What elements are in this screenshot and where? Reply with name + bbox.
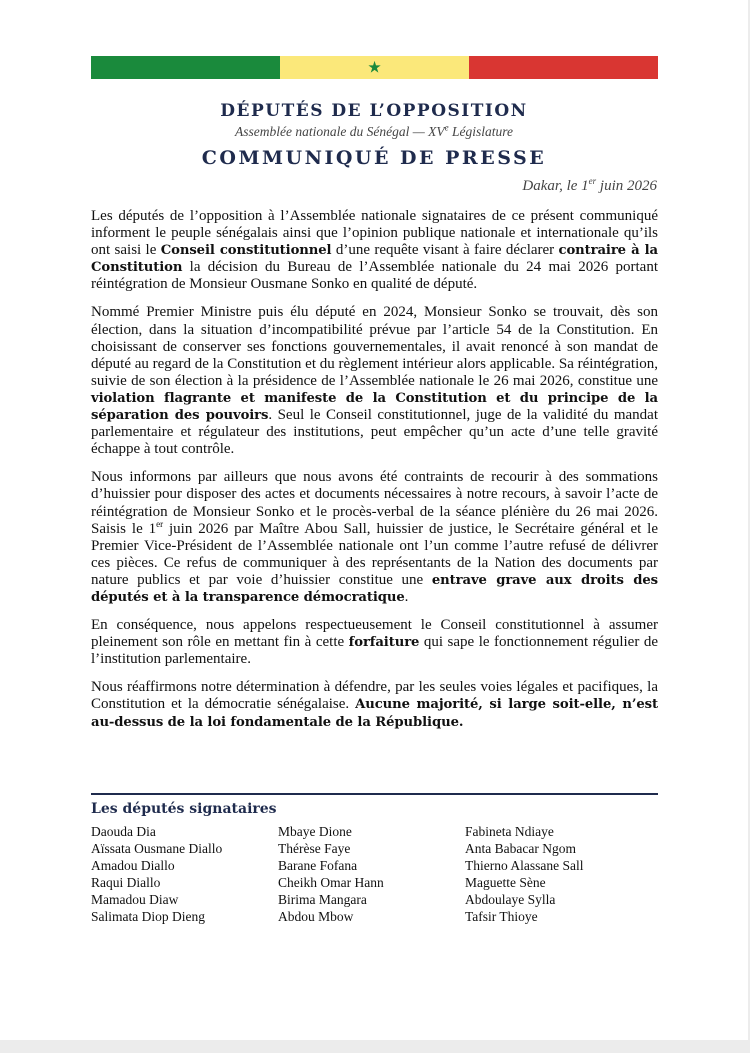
paragraph-text: En conséquence, nous appelons respectueusement le Conseil constitutionnel à assumer pleinement son rôle en mettant fin à cette [91, 617, 658, 651]
paragraph-2 [91, 304, 658, 458]
signatories-column-2 [278, 823, 384, 925]
signatory-name: Cheikh Omar Hann [278, 875, 384, 890]
paragraph-text: Nous réaffirmons notre détermination à défendre, par les seules voies légales et pacifiques, la Constitution et la démocratie sénégalaise. [91, 679, 658, 713]
emphasis-text: violation flagrante et manifeste de la Constitution et du principe de la séparation des pouvoirs [91, 390, 658, 424]
star-icon: ★ [367, 57, 382, 77]
document-title: COMMUNIQUÉ DE PRESSE [201, 147, 547, 169]
communique-body [91, 208, 658, 742]
paragraph-text: la décision du Bureau de l’Assemblée nationale du 24 mai 2026 portant réintégration de Monsieur Ousmane Sonko en qualité de député. [91, 259, 658, 293]
paragraph-text: . [404, 588, 409, 605]
signatory-name: Abdoulaye Sylla [465, 892, 556, 907]
signatory-name: Mamadou Diaw [91, 892, 179, 907]
paragraph-text: juin 2026 par Maître Abou Sall, huissier de justice, le Secrétaire général et le Premier Vice-Président de l’Assemblée nationale ont l’un comme l’autre refusé de délivrer ces pièces. Ce refus de communiquer à des représentants de la Nation des documents par nature publics et par voie d’huissier constitue une [91, 520, 658, 588]
signatory-name: Salimata Diop Dieng [91, 909, 205, 924]
flag-green-band [91, 56, 280, 79]
date-prefix: Dakar, le 1 [522, 178, 589, 194]
paragraph-1 [91, 208, 658, 293]
subtitle-end: Législature [448, 124, 513, 139]
paragraph-text: Nommé Premier Ministre puis élu député en 2024, Monsieur Sonko se trouvait, dès son élection, dans la situation d’incompatibilité prévue par l’article 54 de la Constitution. En choisissant de conserver ses fonctions gouvernementales, il avait renoncé à son mandat de député au regard de la Constitution et du règlement intérieur alors applicable. Sa réintégration, suivie de son élection à la présidence de l’Assemblée nationale le 26 mai 2026, constitue une [91, 304, 658, 389]
subtitle-main: Assemblée nationale du Sénégal — XV [235, 124, 445, 139]
signatories-title: Les députés signataires [91, 801, 277, 817]
signatory-name: Daouda Dia [91, 824, 156, 839]
flag-red-band [469, 56, 658, 79]
signatory-name: Aïssata Ousmane Diallo [91, 841, 223, 856]
paragraph-5 [91, 679, 658, 730]
section-divider [91, 793, 658, 795]
organization-subtitle [0, 124, 748, 140]
emphasis-text: Conseil constitutionnel [160, 243, 332, 259]
emphasis-text: Aucune majorité, si large soit-elle, n’est au-dessus de la loi fondamentale de la République. [91, 697, 658, 730]
paragraph-text: Nous informons par ailleurs que nous avons été contraints de recourir à des sommations d’huissier pour disposer des actes et documents nécessaires à notre recours, à savoir l’acte de réintégration de Monsieur Sonko et le procès-verbal de la séance plénière du 26 mai 2026. Saisis le 1 [91, 469, 658, 537]
signatory-name: Thérèse Faye [278, 841, 351, 856]
signatory-name: Maguette Sène [465, 875, 546, 890]
paragraph-text: qui sape le fonctionnement régulier de l’institution parlementaire. [91, 634, 658, 668]
signatory-name: Anta Babacar Ngom [465, 841, 576, 856]
signatories-column-3 [465, 823, 583, 925]
date-suffix: juin 2026 [596, 178, 657, 194]
signatories-column-1 [91, 823, 222, 925]
organization-name: DÉPUTÉS DE L’OPPOSITION [220, 101, 528, 121]
date-superscript: er [588, 176, 597, 186]
paragraph-text: . Seul le Conseil constitutionnel, juge de la validité du mandat parlementaire et régulateur des institutions, peut empêcher qu’un acte d’une telle gravité échappe à tout contrôle. [91, 407, 658, 458]
senegal-flag [91, 56, 658, 79]
signatory-name: Mbaye Dione [278, 824, 352, 839]
subtitle-superscript: e [444, 122, 449, 133]
emphasis-text: entrave grave aux droits des députés et à la transparence démocratique [91, 572, 658, 605]
signatory-name: Raqui Diallo [91, 875, 161, 890]
signatory-name: Birima Mangara [278, 892, 367, 907]
emphasis-text: contraire à la Constitution [91, 243, 658, 276]
dateline [522, 178, 657, 195]
signatory-name: Amadou Diallo [91, 858, 175, 873]
signatory-name: Tafsir Thioye [465, 909, 538, 924]
paragraph-3 [91, 469, 658, 606]
paragraph-text: Les députés de l’opposition à l’Assemblée nationale signataires de ce présent communiqué informent le peuple sénégalais ainsi que l’opinion publique nationale et internationale qu’ils ont saisi le [91, 208, 658, 259]
ordinal-superscript: er [156, 518, 164, 529]
flag-yellow-band [280, 56, 469, 79]
emphasis-text: forfaiture [348, 635, 420, 651]
paragraph-4 [91, 617, 658, 668]
signatory-name: Barane Fofana [278, 858, 358, 873]
paragraph-text: d’une requête visant à faire déclarer [331, 242, 559, 259]
signatory-name: Thierno Alassane Sall [465, 858, 584, 873]
signatory-name: Fabineta Ndiaye [465, 824, 554, 839]
signatory-name: Abdou Mbow [278, 909, 354, 924]
